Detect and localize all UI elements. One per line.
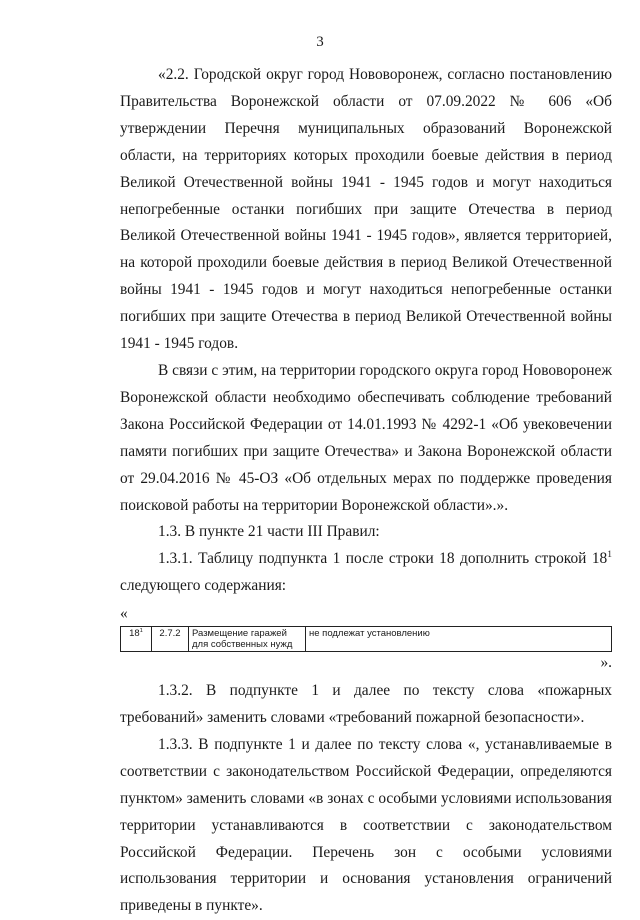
quote-open-mark: « [120,605,128,623]
table-cell-value: не подлежат установлению [306,627,612,652]
row-number-sup: 1 [139,627,143,634]
paragraph-1-3-1-text-a: 1.3.1. Таблицу подпункта 1 после строки 18 дополнить строкой 18 [158,550,608,568]
page-number: 3 [316,34,324,50]
paragraph-1-3-1-text-b: следующего содержания: [120,577,287,595]
document-body [120,62,612,920]
paragraph-1-3-1 [120,546,612,600]
paragraph-1-3: 1.3. В пункте 21 части III Правил: [158,523,380,541]
table-row [121,627,612,652]
table-cell-code: 2.7.2 [152,627,189,652]
quote-close-mark: ». [600,654,612,672]
paragraph-1-3-3: 1.3.3. В подпункте 1 и далее по тексту слова «, устанавливаемые в соответствии с законодательством Российской Федерации, определяются пунктом» заменить словами «в зонах с особыми условиями использования территории устанавливаются в соответствии с законодательством Российской Федерации. Перечень зон с особыми условиями использования территории и основания установления ограничений приведены в пункте». [120,735,612,915]
paragraph-1-3-2: 1.3.2. В подпункте 1 и далее по тексту слова «пожарных требований» заменить словами «требований пожарной безопасности». [120,682,612,727]
paragraph-2-2: «2.2. Городской округ город Нововоронеж, согласно постановлению Правительства Воронежской области от 07.09.2022 № 606 «Об утверждении Перечня муниципальных образований Воронежской области, на территориях которых проходили боевые действия в период Великой Отечественной войны 1941 - 1945 годов и могут находиться непогребенные останки погибших при защите Отечества в период Великой Отечественной войны 1941 - 1945 годов», является территорией, на которой проходили боевые действия в период Великой Отечественной войны 1941 - 1945 годов и могут находиться непогребенные останки погибших при защите Отечества в период Великой Отечественной войны 1941 - 1945 годов. [120,66,612,353]
table-cell-row-number [121,627,152,652]
paragraph-consequence: В связи с этим, на территории городского округа город Нововоронеж Воронежской области необходимо обеспечивать соблюдение требований Закона Российской Федерации от 14.01.1993 № 4292-1 «Об увековечении памяти погибших при защите Отечества» и Закона Воронежской области от 29.04.2016 № 45-ОЗ «Об отдельных мерах по поддержке проведения поисковой работы на территории Воронежской области».». [120,361,612,514]
row-number-main: 18 [129,628,140,640]
inserted-table [120,626,612,652]
paragraph-1-3-1-sup: 1 [607,549,612,561]
table-cell-use-type: Размещение гаражей для собственных нужд [189,627,306,652]
